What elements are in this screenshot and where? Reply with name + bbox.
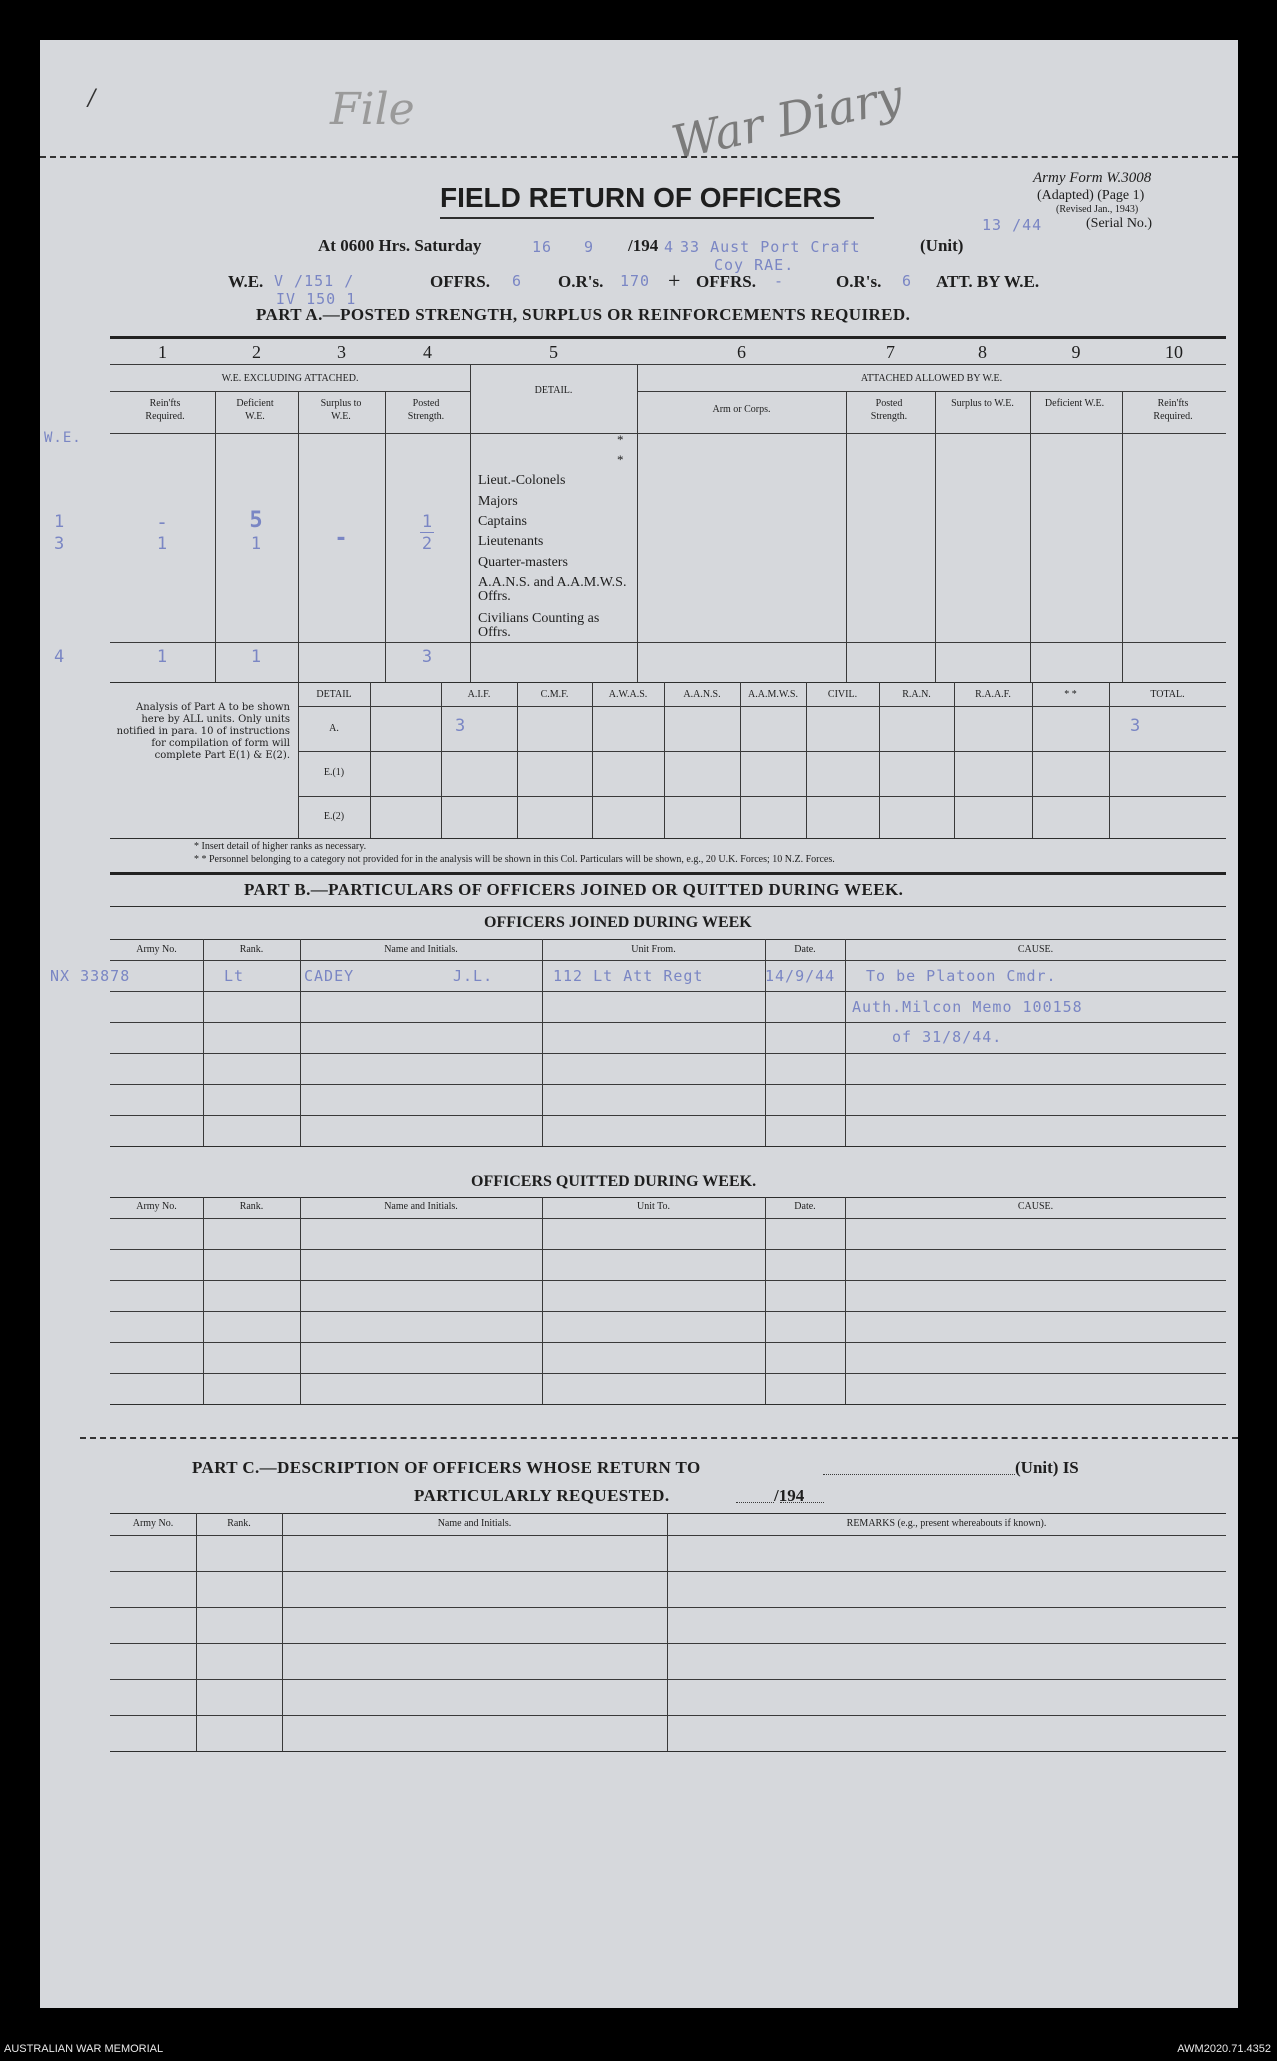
analysis-hdr-awas: A.W.A.S. <box>608 689 648 700</box>
joined-cause-3: of 31/8/44. <box>892 1028 1003 1046</box>
analysis-hdr-aif: A.I.F. <box>467 689 491 700</box>
row-captains-margin: 1 <box>54 512 66 532</box>
joined-hdr-unitfrom: Unit From. <box>631 944 676 955</box>
line1-month: 9 <box>584 238 595 256</box>
form-sheet <box>40 40 1238 2008</box>
row-lieut-c2: 1 <box>250 534 263 554</box>
joined-title: OFFICERS JOINED DURING WEEK <box>484 914 752 931</box>
offrs2-value: - <box>774 272 785 290</box>
quitted-title: OFFICERS QUITTED DURING WEEK. <box>471 1173 757 1190</box>
subhdr-c9: Deficient W.E. <box>1044 398 1105 409</box>
line1-unit-line2: Coy RAE. <box>714 256 795 274</box>
ors-label: O.R's. <box>558 272 604 291</box>
margin-we: W.E. <box>44 430 82 446</box>
joined-hdr-rank: Rank. <box>239 944 264 955</box>
joined-cause-1: To be Platoon Cmdr. <box>866 967 1057 985</box>
form-ref-line1: Army Form W.3008 <box>1033 170 1152 186</box>
joined-surname: CADEY <box>304 967 355 985</box>
star-1: * <box>617 432 624 447</box>
rank-quartermasters: Quarter-masters <box>478 555 568 570</box>
quitted-hdr-unitto: Unit To. <box>636 1201 670 1212</box>
plus-sign: + <box>668 268 681 293</box>
row-captains-c1: - <box>155 510 170 534</box>
line1-year: /194 <box>628 236 659 255</box>
total-margin: 4 <box>54 647 66 667</box>
part-a-title: PART A.—POSTED STRENGTH, SURPLUS OR REINFORCEMENTS REQUIRED. <box>256 305 911 324</box>
subhdr-c6: Arm or Corps. <box>712 404 771 415</box>
archive-footer <box>0 2040 1277 2061</box>
group-header-left: W.E. EXCLUDING ATTACHED. <box>221 373 359 384</box>
serial-label: (Serial No.) <box>1086 216 1153 231</box>
ors-value: 170 <box>620 272 651 290</box>
we-value: V /151 / <box>274 272 355 290</box>
total-c4: 3 <box>421 647 434 667</box>
part-b-title: PART B.—PARTICULARS OF OFFICERS JOINED OR QUITTED DURING WEEK. <box>244 880 904 899</box>
rank-majors: Majors <box>478 494 518 509</box>
quitted-hdr-date: Date. <box>794 1201 816 1212</box>
perforation-middle <box>80 1437 1238 1439</box>
total-c2: 1 <box>250 647 263 667</box>
partc-hdr-rank: Rank. <box>227 1518 251 1529</box>
joined-hdr-armyno: Army No. <box>136 944 177 955</box>
row-lieut-c1: 1 <box>156 534 169 554</box>
we-label: W.E. <box>228 272 264 291</box>
row-lieut-c3: - <box>334 526 349 551</box>
line1-prefix: At 0600 Hrs. Saturday <box>318 236 482 255</box>
analysis-hdr-aans: A.A.N.S. <box>683 689 721 700</box>
quitted-hdr-armyno: Army No. <box>136 1201 177 1212</box>
handwritten-file-note: File <box>330 84 415 135</box>
analysis-row-e1: E.(1) <box>323 767 345 778</box>
col-num-7: 7 <box>886 342 895 362</box>
partc-hdr-name: Name and Initials. <box>437 1518 512 1529</box>
subhdr-c4: Posted Strength. <box>407 398 445 422</box>
subhdr-c7: Posted Strength. <box>870 398 908 422</box>
partc-hdr-armyno: Army No. <box>132 1518 174 1529</box>
col-num-9: 9 <box>1071 342 1081 362</box>
analysis-total-a: 3 <box>1130 716 1142 736</box>
row-captains-c2: 5 <box>249 508 264 533</box>
offrs2-label: OFFRS. <box>696 272 756 291</box>
footer-left: AUSTRALIAN WAR MEMORIAL <box>4 2043 164 2055</box>
quitted-hdr-name: Name and Initials. <box>384 1201 458 1212</box>
offrs-label: OFFRS. <box>430 272 490 291</box>
quitted-hdr-rank: Rank. <box>239 1201 264 1212</box>
joined-hdr-cause: CAUSE. <box>1017 944 1054 955</box>
col-num-3: 3 <box>337 342 346 362</box>
footer-right: AWM2020.71.4352 <box>1177 2043 1271 2055</box>
line1-day: 16 <box>532 238 553 256</box>
part-c-title-a: PART C.—DESCRIPTION OF OFFICERS WHOSE RETURN TO <box>192 1458 701 1477</box>
subhdr-c1: Rein'fts Required. <box>145 398 185 422</box>
col-num-2: 2 <box>252 342 261 362</box>
col-num-6: 6 <box>737 342 746 362</box>
line1-year-suffix: 4 <box>664 238 675 256</box>
footnote-2: * * Personnel belonging to a category not provided for in the analysis will be shown in this Col. Particulars will be shown, e.g., 20 U.K. Forces; 10 N.Z. Forces. <box>194 854 835 865</box>
joined-army-no: NX 33878 <box>50 967 131 985</box>
joined-date: 14/9/44 <box>765 967 836 985</box>
part-c-title-b: (Unit) IS <box>1015 1458 1079 1477</box>
offrs-value: 6 <box>512 272 523 290</box>
subhdr-c5: DETAIL. <box>534 385 573 396</box>
analysis-row-e2: E.(2) <box>323 811 345 822</box>
joined-hdr-date: Date. <box>794 944 816 955</box>
handwritten-war-diary: War Diary <box>666 68 908 170</box>
joined-hdr-name: Name and Initials. <box>384 944 458 955</box>
star-2: * <box>617 452 624 467</box>
part-c-title-c: PARTICULARLY REQUESTED. <box>414 1486 670 1505</box>
subhdr-c2: Deficient W.E. <box>236 398 274 422</box>
col-num-5: 5 <box>549 342 558 362</box>
title-underline <box>440 217 874 219</box>
row-lieut-c4: 2 <box>421 534 434 554</box>
form-ref-line3: (Revised Jan., 1943) <box>1056 204 1139 215</box>
row-lieut-margin: 3 <box>54 534 66 554</box>
row-captains-c4: 1 <box>421 512 434 532</box>
subhdr-c3: Surplus to W.E. <box>320 398 362 422</box>
att-label: ATT. BY W.E. <box>936 272 1040 291</box>
quitted-hdr-cause: CAUSE. <box>1017 1201 1054 1212</box>
analysis-hdr-other: * * <box>1064 689 1077 700</box>
footnote-1: * Insert detail of higher ranks as necessary. <box>194 841 367 852</box>
total-c1: 1 <box>156 647 169 667</box>
rank-aans: A.A.N.S. and A.A.M.W.S. Offrs. <box>478 575 627 604</box>
analysis-aif-a: 3 <box>455 716 467 736</box>
line1-unit-label: (Unit) <box>920 236 964 255</box>
analysis-note: Analysis of Part A to be shown here by ALL units. Only units notified in para. 10 of instructions for compilation of form will complete Part E(1) & E(2). <box>116 702 290 761</box>
line1-unit: 33 Aust Port Craft <box>680 238 861 256</box>
rank-lt-colonels: Lieut.-Colonels <box>478 473 566 488</box>
serial-number: 13 /44 <box>982 216 1043 234</box>
form-ref-line2: (Adapted) (Page 1) <box>1037 188 1145 203</box>
handwritten-mark: / <box>88 86 96 111</box>
part-c-date-tmpl: /194 <box>774 1486 805 1505</box>
rank-captains: Captains <box>478 514 527 529</box>
subhdr-c10: Rein'fts Required. <box>1153 398 1193 422</box>
ors2-value: 6 <box>902 272 913 290</box>
rank-civilians: Civilians Counting as Offrs. <box>478 611 600 640</box>
joined-cause-2: Auth.Milcon Memo 100158 <box>852 998 1083 1016</box>
joined-initials: J.L. <box>453 967 494 985</box>
joined-rank: Lt <box>224 967 245 985</box>
joined-unit-from: 112 Lt Att Regt <box>553 967 704 985</box>
ors2-label: O.R's. <box>836 272 882 291</box>
analysis-hdr-aamws: A.A.M.W.S. <box>748 689 798 700</box>
group-header-right: ATTACHED ALLOWED BY W.E. <box>860 373 1003 384</box>
analysis-row-a: A. <box>329 723 339 734</box>
analysis-hdr-civil: CIVIL. <box>827 689 858 700</box>
analysis-hdr-ran: R.A.N. <box>902 689 931 700</box>
col-num-8: 8 <box>978 342 987 362</box>
subhdr-c8: Surplus to W.E. <box>951 398 1014 409</box>
analysis-hdr-cmf: C.M.F. <box>540 689 569 700</box>
col-num-10: 10 <box>1165 342 1183 362</box>
rank-lieutenants: Lieutenants <box>478 534 544 549</box>
col-num-1: 1 <box>158 342 167 362</box>
perforation-top <box>40 156 1238 158</box>
form-title: FIELD RETURN OF OFFICERS <box>440 182 842 213</box>
partc-hdr-remarks: REMARKS (e.g., present whereabouts if known). <box>846 1518 1047 1529</box>
analysis-hdr-total: TOTAL. <box>1150 689 1185 700</box>
analysis-hdr-detail: DETAIL <box>316 689 352 700</box>
we-value-line2: IV 150 1 <box>276 290 357 308</box>
col-num-4: 4 <box>423 342 432 362</box>
analysis-hdr-raaf: R.A.A.F. <box>975 689 1011 700</box>
